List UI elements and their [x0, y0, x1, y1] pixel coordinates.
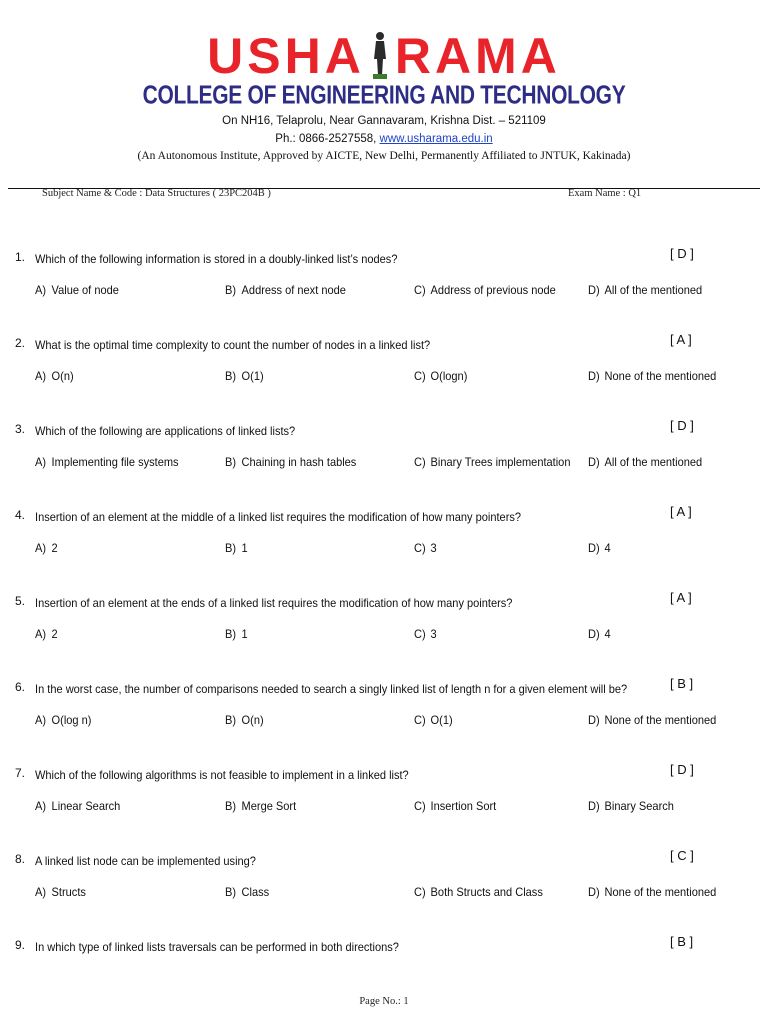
- question-text: In which type of linked lists traversals can be performed in both directions?: [35, 940, 399, 954]
- question-number: 1.: [15, 250, 26, 264]
- option-label: B): [225, 713, 237, 727]
- option-text: All of the mentioned: [604, 455, 703, 469]
- option-text: Merge Sort: [241, 799, 297, 813]
- option-a: [35, 283, 119, 297]
- question-3: [0, 418, 768, 502]
- option-label: B): [225, 455, 237, 469]
- option-label: D): [588, 541, 600, 555]
- option-label: C): [414, 799, 426, 813]
- option-label: D): [588, 799, 600, 813]
- option-text: 2: [51, 627, 58, 641]
- question-5: [0, 590, 768, 674]
- question-number: 3.: [15, 422, 26, 436]
- option-b: [225, 541, 248, 555]
- college-address: On NH16, Telaprolu, Near Gannavaram, Krishna Dist. – 521109: [222, 115, 546, 127]
- option-c: [414, 369, 467, 383]
- answer-key: [ C ]: [670, 848, 694, 863]
- logo-text-rama: RAMA: [394, 28, 561, 84]
- option-d: [588, 627, 611, 641]
- option-label: D): [588, 885, 600, 899]
- option-label: B): [225, 283, 237, 297]
- option-d: [588, 713, 716, 727]
- option-text: Insertion Sort: [430, 799, 497, 813]
- option-text: O(n): [51, 369, 74, 383]
- option-text: None of the mentioned: [604, 885, 717, 899]
- option-text: 1: [241, 627, 248, 641]
- option-label: B): [225, 369, 237, 383]
- question-text: Which of the following algorithms is not feasible to implement in a linked list?: [35, 768, 409, 782]
- option-label: A): [35, 541, 47, 555]
- logo-text-usha: USHA: [207, 28, 365, 84]
- option-text: 4: [604, 541, 611, 555]
- option-d: [588, 799, 674, 813]
- option-text: Implementing file systems: [51, 455, 179, 469]
- affiliation-text: (An Autonomous Institute, Approved by AICTE, New Delhi, Permanently Affiliated to JNTUK, Kakinada): [137, 150, 631, 162]
- option-c: [414, 541, 437, 555]
- question-text: What is the optimal time complexity to count the number of nodes in a linked list?: [35, 338, 431, 352]
- question-number: 9.: [15, 938, 26, 952]
- question-text: Insertion of an element at the ends of a linked list requires the modification of how many pointers?: [35, 596, 513, 610]
- answer-key: [ B ]: [670, 676, 694, 691]
- option-text: 2: [51, 541, 58, 555]
- option-label: B): [225, 799, 237, 813]
- option-label: A): [35, 885, 47, 899]
- option-a: [35, 627, 58, 641]
- option-c: [414, 283, 556, 297]
- option-label: C): [414, 713, 426, 727]
- option-label: C): [414, 541, 426, 555]
- question-1: [0, 246, 768, 330]
- option-a: [35, 713, 91, 727]
- option-b: [225, 283, 346, 297]
- question-text: Which of the following are applications of linked lists?: [35, 424, 296, 438]
- question-8: [0, 848, 768, 932]
- option-text: O(log n): [51, 713, 92, 727]
- question-6: [0, 676, 768, 760]
- option-label: A): [35, 455, 47, 469]
- question-2: [0, 332, 768, 416]
- question-4: [0, 504, 768, 588]
- option-d: [588, 283, 702, 297]
- option-c: [414, 455, 570, 469]
- option-label: A): [35, 283, 47, 297]
- option-text: None of the mentioned: [604, 369, 717, 383]
- option-a: [35, 799, 120, 813]
- option-b: [225, 455, 356, 469]
- option-b: [225, 369, 264, 383]
- question-text: A linked list node can be implemented using?: [35, 854, 256, 868]
- option-d: [588, 455, 702, 469]
- statue-icon: [367, 30, 393, 80]
- option-label: D): [588, 713, 600, 727]
- option-label: C): [414, 283, 426, 297]
- question-number: 4.: [15, 508, 26, 522]
- option-text: Address of previous node: [430, 283, 556, 297]
- option-text: O(n): [241, 713, 264, 727]
- answer-key: [ D ]: [670, 418, 694, 433]
- question-number: 7.: [15, 766, 26, 780]
- option-label: C): [414, 369, 426, 383]
- option-label: A): [35, 369, 47, 383]
- option-c: [414, 713, 453, 727]
- option-label: D): [588, 369, 600, 383]
- option-d: [588, 369, 716, 383]
- option-a: [35, 455, 179, 469]
- question-text: Insertion of an element at the middle of a linked list requires the modification of how many pointers?: [35, 510, 522, 524]
- question-number: 8.: [15, 852, 26, 866]
- option-text: 4: [604, 627, 611, 641]
- exam-name: Exam Name : Q1: [568, 188, 642, 199]
- option-a: [35, 541, 58, 555]
- option-text: Binary Trees implementation: [430, 455, 571, 469]
- option-d: [588, 541, 611, 555]
- option-label: A): [35, 799, 47, 813]
- page-number: Page No.: 1: [359, 996, 409, 1007]
- option-label: B): [225, 885, 237, 899]
- contact-line: [0, 133, 768, 145]
- option-text: Class: [241, 885, 270, 899]
- option-text: Both Structs and Class: [430, 885, 543, 899]
- option-label: C): [414, 455, 426, 469]
- question-number: 2.: [15, 336, 26, 350]
- option-label: C): [414, 885, 426, 899]
- option-c: [414, 799, 496, 813]
- answer-key: [ A ]: [670, 332, 692, 347]
- option-label: A): [35, 713, 47, 727]
- answer-key: [ D ]: [670, 246, 694, 261]
- option-text: All of the mentioned: [604, 283, 703, 297]
- option-label: D): [588, 283, 600, 297]
- answer-key: [ D ]: [670, 762, 694, 777]
- option-text: 1: [241, 541, 248, 555]
- college-name: COLLEGE OF ENGINEERING AND TECHNOLOGY: [142, 81, 626, 110]
- question-number: 5.: [15, 594, 26, 608]
- option-text: O(1): [430, 713, 453, 727]
- option-text: O(logn): [430, 369, 468, 383]
- option-text: Address of next node: [241, 283, 346, 297]
- option-b: [225, 885, 269, 899]
- option-c: [414, 627, 437, 641]
- option-text: O(1): [241, 369, 264, 383]
- option-text: 3: [430, 627, 437, 641]
- option-label: D): [588, 627, 600, 641]
- option-text: None of the mentioned: [604, 713, 717, 727]
- option-text: Linear Search: [51, 799, 121, 813]
- option-text: 3: [430, 541, 437, 555]
- answer-key: [ A ]: [670, 590, 692, 605]
- question-number: 6.: [15, 680, 26, 694]
- option-label: A): [35, 627, 47, 641]
- option-text: Value of node: [51, 283, 119, 297]
- option-label: B): [225, 541, 237, 555]
- subject-line: Subject Name & Code : Data Structures ( 23PC204B ): [42, 188, 271, 199]
- website-link[interactable]: www.usharama.edu.in: [379, 133, 493, 145]
- question-7: [0, 762, 768, 846]
- option-text: Chaining in hash tables: [241, 455, 357, 469]
- option-label: B): [225, 627, 237, 641]
- phone-number: Ph.: 0866-2527558,: [275, 133, 377, 145]
- option-b: [225, 799, 296, 813]
- option-a: [35, 885, 86, 899]
- college-logo: [0, 30, 768, 82]
- option-b: [225, 627, 248, 641]
- option-label: D): [588, 455, 600, 469]
- option-label: C): [414, 627, 426, 641]
- option-b: [225, 713, 264, 727]
- option-a: [35, 369, 74, 383]
- option-d: [588, 885, 716, 899]
- question-text: In the worst case, the number of comparisons needed to search a singly linked list of length n for a given element will be?: [35, 682, 628, 696]
- option-c: [414, 885, 543, 899]
- answer-key: [ B ]: [670, 934, 694, 949]
- answer-key: [ A ]: [670, 504, 692, 519]
- option-text: Structs: [51, 885, 86, 899]
- question-text: Which of the following information is stored in a doubly-linked list’s nodes?: [35, 252, 398, 266]
- option-text: Binary Search: [604, 799, 674, 813]
